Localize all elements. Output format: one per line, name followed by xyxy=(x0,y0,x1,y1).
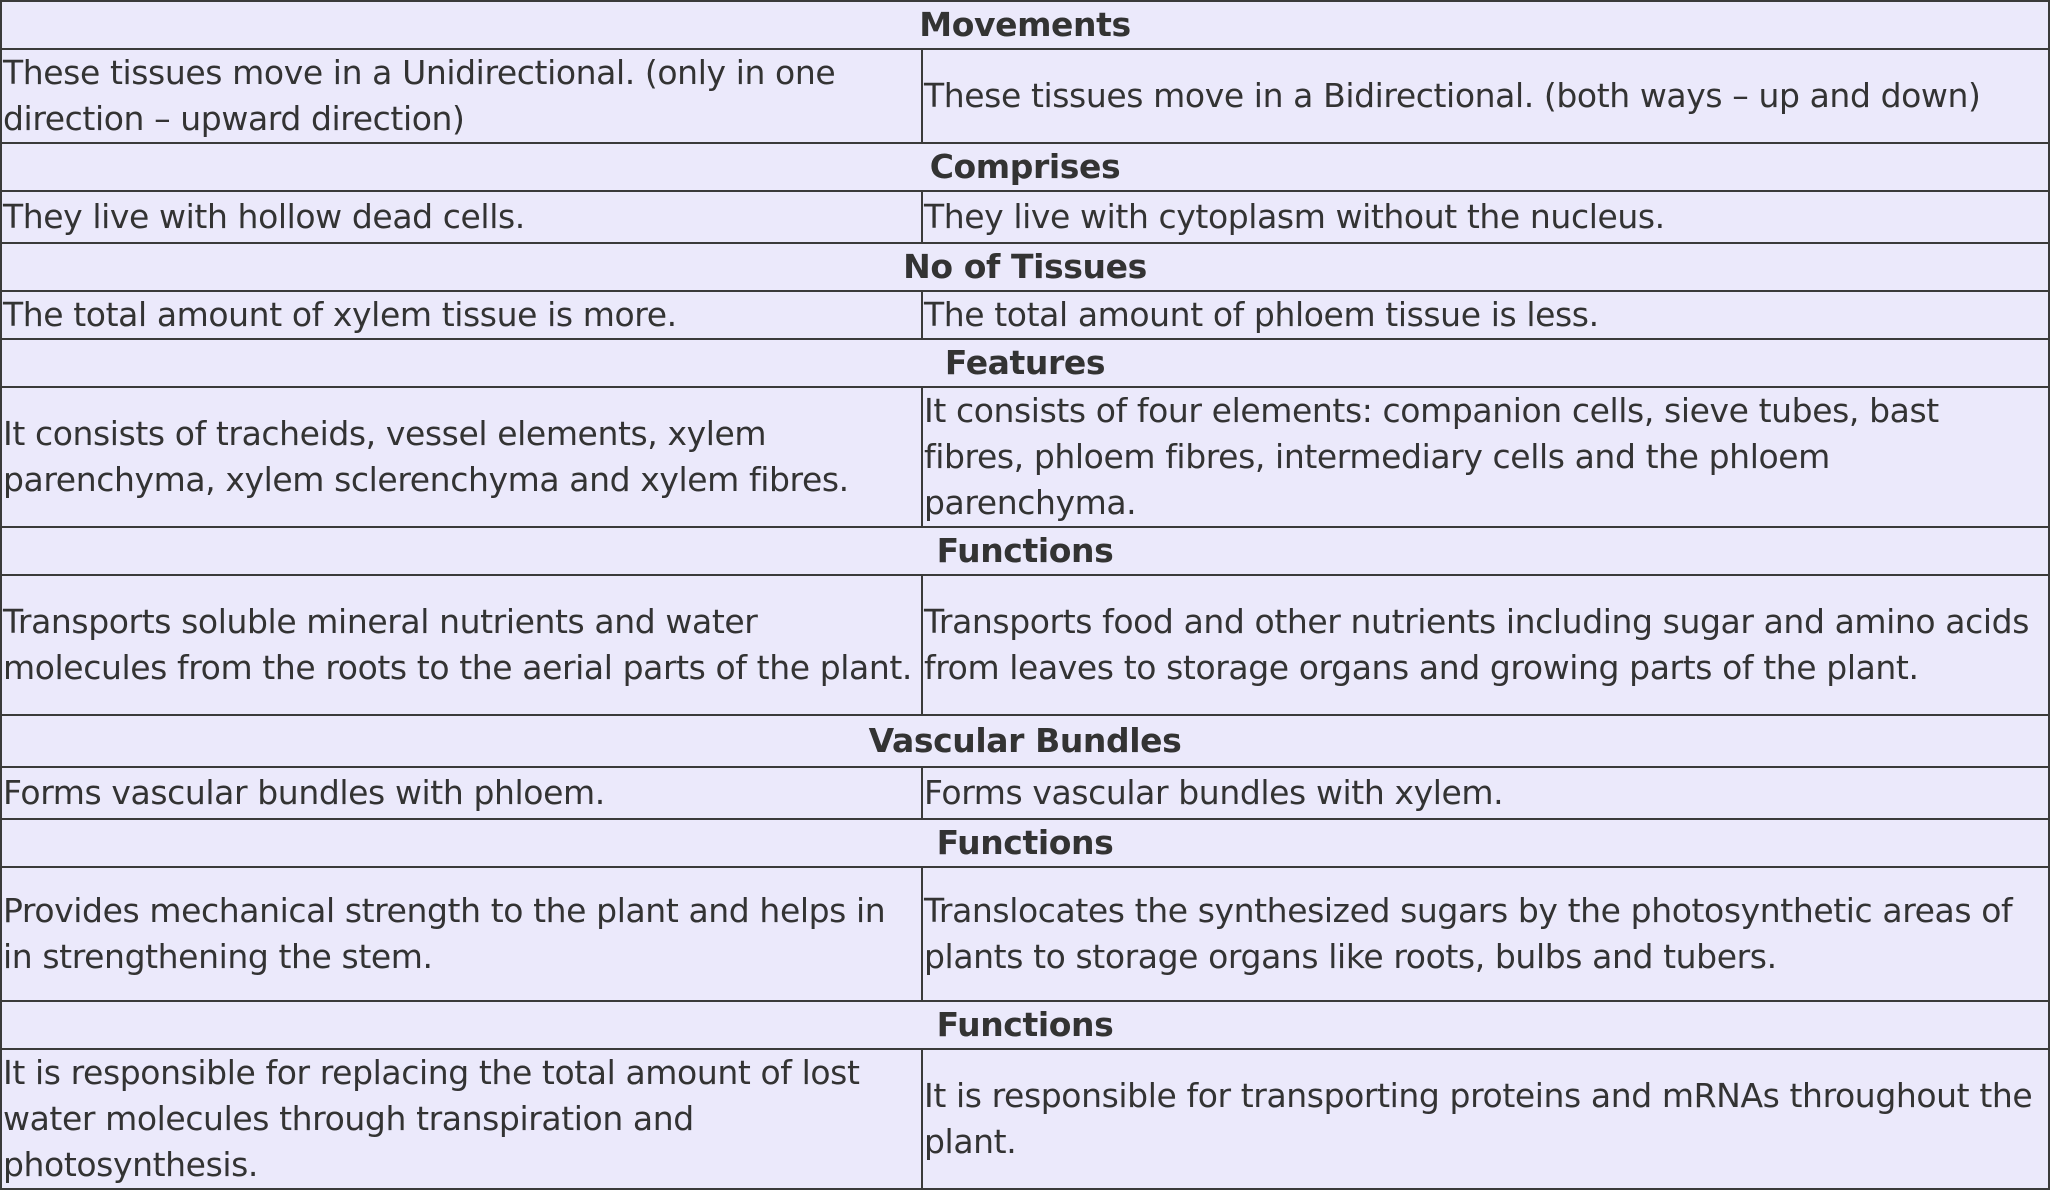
comparison-row xyxy=(1,191,2049,243)
phloem-cell-vascular-bundles: Forms vascular bundles with xylem. xyxy=(922,767,2049,819)
xylem-cell-features: It consists of tracheids, vessel elements, xylem parenchyma, xylem sclerenchyma and xylem fibres. xyxy=(1,387,922,527)
section-heading-row xyxy=(1,1001,2049,1049)
phloem-cell-no-of-tissues: The total amount of phloem tissue is less. xyxy=(922,291,2049,339)
section-heading-row xyxy=(1,527,2049,575)
comparison-row xyxy=(1,575,2049,715)
section-heading-functions-3: Functions xyxy=(1,1001,2049,1049)
phloem-cell-functions-2: Translocates the synthesized sugars by the photosynthetic areas of plants to storage organs like roots, bulbs and tubers. xyxy=(922,867,2049,1001)
phloem-cell-functions-3: It is responsible for transporting proteins and mRNAs throughout the plant. xyxy=(922,1049,2049,1189)
section-heading-row xyxy=(1,339,2049,387)
phloem-cell-comprises: They live with cytoplasm without the nucleus. xyxy=(922,191,2049,243)
comparison-row xyxy=(1,291,2049,339)
phloem-cell-functions: Transports food and other nutrients including sugar and amino acids from leaves to storage organs and growing parts of the plant. xyxy=(922,575,2049,715)
section-heading-vascular-bundles: Vascular Bundles xyxy=(1,715,2049,767)
section-heading-movements: Movements xyxy=(1,1,2049,49)
comparison-row xyxy=(1,767,2049,819)
section-heading-row xyxy=(1,819,2049,867)
xylem-cell-functions-2: Provides mechanical strength to the plant and helps in in strengthening the stem. xyxy=(1,867,922,1001)
section-heading-row xyxy=(1,243,2049,291)
xylem-cell-functions-3: It is responsible for replacing the total amount of lost water molecules through transpiration and photosynthesis. xyxy=(1,1049,922,1189)
xylem-cell-comprises: They live with hollow dead cells. xyxy=(1,191,922,243)
section-heading-functions-2: Functions xyxy=(1,819,2049,867)
xylem-cell-vascular-bundles: Forms vascular bundles with phloem. xyxy=(1,767,922,819)
section-heading-row xyxy=(1,715,2049,767)
comparison-row xyxy=(1,1049,2049,1189)
phloem-cell-features: It consists of four elements: companion cells, sieve tubes, bast fibres, phloem fibres, intermediary cells and the phloem parenchyma. xyxy=(922,387,2049,527)
section-heading-functions: Functions xyxy=(1,527,2049,575)
comparison-row xyxy=(1,867,2049,1001)
xylem-cell-movements: These tissues move in a Unidirectional. (only in one direction – upward direction) xyxy=(1,49,922,143)
section-heading-row xyxy=(1,1,2049,49)
xylem-cell-functions: Transports soluble mineral nutrients and water molecules from the roots to the aerial parts of the plant. xyxy=(1,575,922,715)
section-heading-row xyxy=(1,143,2049,191)
section-heading-comprises: Comprises xyxy=(1,143,2049,191)
section-heading-no-of-tissues: No of Tissues xyxy=(1,243,2049,291)
xylem-cell-no-of-tissues: The total amount of xylem tissue is more. xyxy=(1,291,922,339)
phloem-cell-movements: These tissues move in a Bidirectional. (both ways – up and down) xyxy=(922,49,2049,143)
section-heading-features: Features xyxy=(1,339,2049,387)
comparison-row xyxy=(1,49,2049,143)
comparison-row xyxy=(1,387,2049,527)
